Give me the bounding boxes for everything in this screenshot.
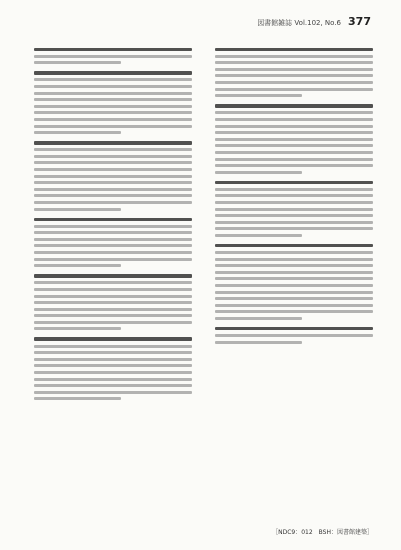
text-line-placeholder — [215, 88, 373, 91]
text-line-placeholder — [215, 214, 373, 217]
text-line-placeholder — [215, 271, 373, 274]
text-line-placeholder — [215, 264, 373, 267]
paragraph-placeholder — [215, 48, 373, 98]
text-line-placeholder — [215, 81, 373, 84]
text-line-placeholder — [34, 188, 192, 191]
text-line-placeholder — [215, 138, 373, 141]
text-line-placeholder — [34, 244, 192, 247]
text-line-placeholder — [34, 141, 192, 145]
text-line-placeholder — [215, 277, 373, 280]
text-line-placeholder — [34, 281, 192, 284]
text-line-placeholder — [215, 310, 373, 313]
text-line-placeholder — [215, 258, 373, 261]
text-line-placeholder — [34, 308, 192, 311]
text-line-placeholder — [215, 251, 373, 254]
text-line-placeholder — [34, 358, 192, 361]
text-line-placeholder — [215, 304, 373, 307]
text-line-placeholder — [34, 371, 192, 374]
text-line-placeholder — [215, 317, 302, 320]
text-line-placeholder — [215, 181, 373, 185]
text-line-placeholder — [215, 164, 373, 167]
classification-note: ［NDC9：012 BSH：図書館建築］ — [272, 529, 373, 536]
text-line-placeholder — [34, 98, 192, 101]
text-line-placeholder — [34, 201, 192, 204]
text-line-placeholder — [215, 208, 373, 211]
text-line-placeholder — [34, 301, 192, 304]
page-number: 377 — [348, 15, 371, 28]
text-line-placeholder — [215, 171, 302, 174]
text-line-placeholder — [34, 92, 192, 95]
page-header — [0, 14, 401, 34]
paragraph-placeholder — [34, 141, 192, 210]
text-line-placeholder — [215, 68, 373, 71]
text-line-placeholder — [215, 74, 373, 77]
text-line-placeholder — [215, 131, 373, 134]
text-line-placeholder — [34, 337, 192, 341]
text-line-placeholder — [34, 231, 192, 234]
text-line-placeholder — [34, 391, 192, 394]
text-line-placeholder — [215, 151, 373, 154]
text-line-placeholder — [34, 118, 192, 121]
text-line-placeholder — [34, 168, 192, 171]
text-line-placeholder — [34, 288, 192, 291]
text-line-placeholder — [215, 188, 373, 191]
text-line-placeholder — [34, 295, 192, 298]
text-line-placeholder — [34, 111, 192, 114]
text-line-placeholder — [34, 258, 192, 261]
paragraph-placeholder — [34, 48, 192, 65]
text-line-placeholder — [34, 148, 192, 151]
text-line-placeholder — [34, 321, 192, 324]
text-line-placeholder — [215, 104, 373, 108]
right-column — [215, 44, 373, 351]
text-line-placeholder — [215, 118, 373, 121]
text-line-placeholder — [215, 194, 373, 197]
text-line-placeholder — [215, 94, 302, 97]
text-line-placeholder — [34, 85, 192, 88]
text-line-placeholder — [34, 345, 192, 348]
text-line-placeholder — [215, 297, 373, 300]
text-line-placeholder — [34, 71, 192, 75]
text-line-placeholder — [34, 314, 192, 317]
text-line-placeholder — [34, 364, 192, 367]
text-line-placeholder — [215, 55, 373, 58]
text-line-placeholder — [34, 131, 121, 134]
text-line-placeholder — [215, 284, 373, 287]
text-line-placeholder — [215, 158, 373, 161]
paragraph-placeholder — [34, 337, 192, 400]
paragraph-placeholder — [34, 218, 192, 268]
text-line-placeholder — [215, 291, 373, 294]
journal-title: 図書館雑誌 Vol.102, No.6 — [257, 19, 341, 27]
text-line-placeholder — [215, 341, 302, 344]
paragraph-placeholder — [215, 181, 373, 237]
text-line-placeholder — [34, 48, 192, 52]
text-line-placeholder — [215, 48, 373, 52]
text-line-placeholder — [215, 327, 373, 331]
text-line-placeholder — [34, 161, 192, 164]
text-line-placeholder — [34, 251, 192, 254]
text-line-placeholder — [215, 144, 373, 147]
text-line-placeholder — [215, 234, 302, 237]
text-line-placeholder — [215, 227, 373, 230]
text-line-placeholder — [34, 155, 192, 158]
text-line-placeholder — [34, 238, 192, 241]
paragraph-placeholder — [34, 71, 192, 134]
text-line-placeholder — [34, 384, 192, 387]
text-line-placeholder — [215, 334, 373, 337]
text-line-placeholder — [34, 327, 121, 330]
text-line-placeholder — [34, 78, 192, 81]
text-line-placeholder — [215, 201, 373, 204]
paragraph-placeholder — [215, 327, 373, 344]
text-line-placeholder — [215, 61, 373, 64]
text-line-placeholder — [34, 274, 192, 278]
paragraph-placeholder — [34, 274, 192, 330]
text-line-placeholder — [34, 181, 192, 184]
text-line-placeholder — [34, 105, 192, 108]
left-column — [34, 44, 192, 407]
text-line-placeholder — [34, 208, 121, 211]
paragraph-placeholder — [215, 244, 373, 320]
text-line-placeholder — [34, 194, 192, 197]
text-line-placeholder — [34, 55, 192, 58]
text-line-placeholder — [34, 397, 121, 400]
text-line-placeholder — [34, 378, 192, 381]
text-line-placeholder — [34, 175, 192, 178]
text-line-placeholder — [34, 225, 192, 228]
text-line-placeholder — [215, 111, 373, 114]
paragraph-placeholder — [215, 104, 373, 173]
text-line-placeholder — [215, 221, 373, 224]
text-line-placeholder — [215, 244, 373, 248]
text-line-placeholder — [34, 218, 192, 222]
text-line-placeholder — [34, 61, 121, 64]
text-line-placeholder — [215, 125, 373, 128]
text-line-placeholder — [34, 351, 192, 354]
text-line-placeholder — [34, 264, 121, 267]
text-line-placeholder — [34, 125, 192, 128]
